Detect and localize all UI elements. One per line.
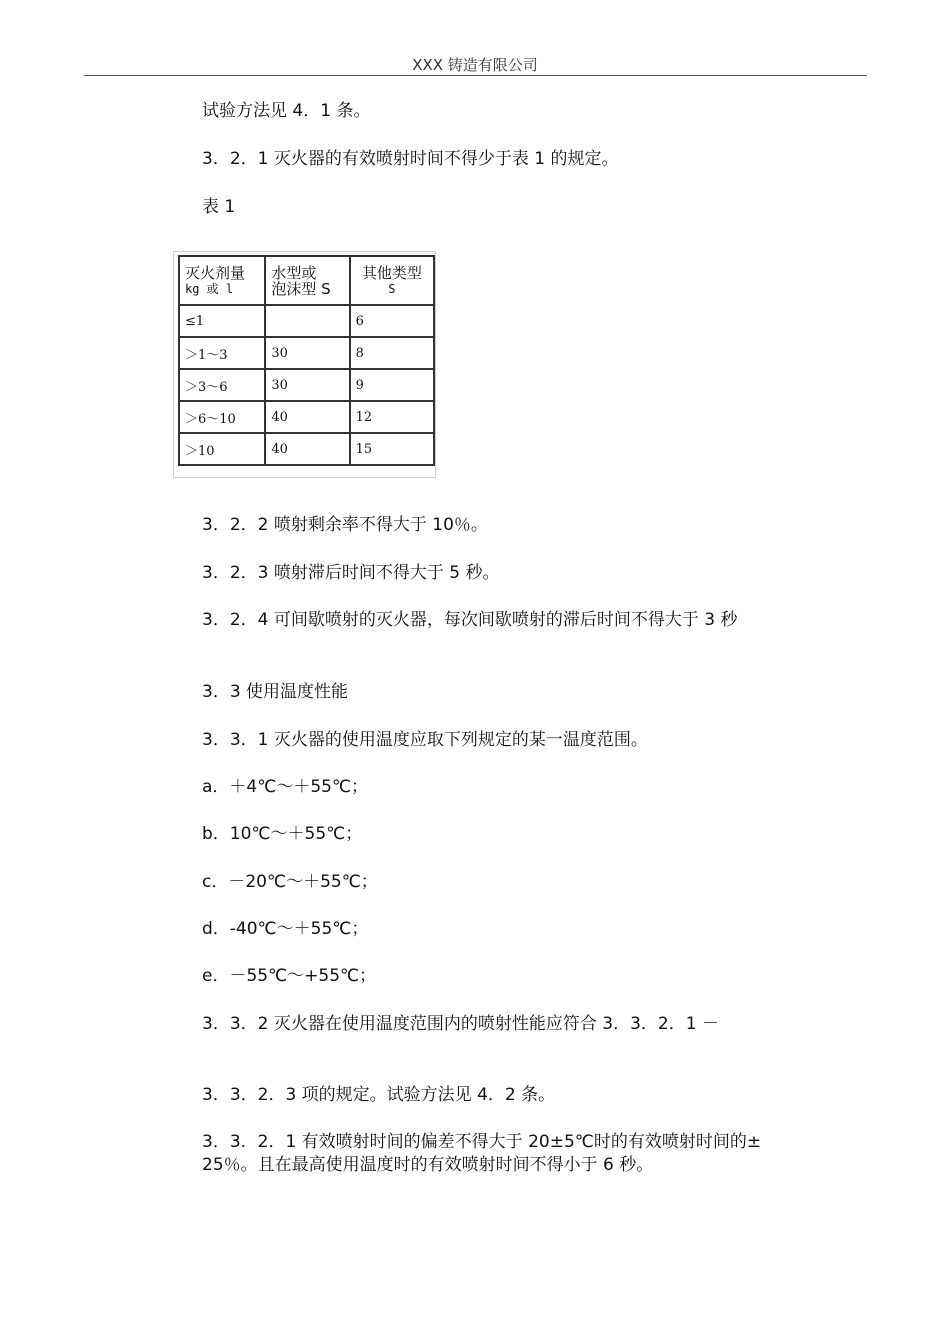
table-cell: ＞6～10 <box>179 401 265 433</box>
list-item-a: a．＋4℃～＋55℃； <box>202 777 369 797</box>
list-item-d: d．-40℃～＋55℃； <box>202 919 369 939</box>
table-cell: ＞3～6 <box>179 369 265 401</box>
paragraph-3-2-4: 3．2．4 可间歇喷射的灭火器，每次间歇喷射的滞后时间不得大于 3 秒 <box>202 610 738 630</box>
table-row <box>179 305 434 337</box>
paragraph-3-3-2-1: 3．3．2．1 有效喷射时间的偏差不得大于 20±5℃时的有效喷射时间的± 25％。且在最高使用温度时的有效喷射时间不得小于 6 秒。 <box>202 1132 762 1175</box>
table-row <box>179 337 434 369</box>
table-cell <box>265 305 349 337</box>
paragraph-3-3-2: 3．3．2 灭火器在使用温度范围内的喷射性能应符合 3．3．2．1 － <box>202 1014 719 1034</box>
table-cell: 12 <box>350 401 434 433</box>
table-row <box>179 433 434 465</box>
table-cell: ＞1～3 <box>179 337 265 369</box>
section-heading-3-3: 3．3 使用温度性能 <box>202 682 349 702</box>
header-other-unit: S <box>388 281 396 296</box>
table-row <box>179 401 434 433</box>
list-item-b: b．10℃～＋55℃； <box>202 824 363 844</box>
table-image-frame <box>173 251 436 478</box>
list-item-e: e．－55℃～+55℃； <box>202 966 377 986</box>
page-header-title: XXX 铸造有限公司 <box>412 56 538 74</box>
table-header-row <box>179 256 434 305</box>
table-cell: 30 <box>265 337 349 369</box>
paragraph-3-2-1: 3．2．1 灭火器的有效喷射时间不得少于表 1 的规定。 <box>202 149 619 169</box>
header-agent-unit: kg 或 l <box>185 281 234 296</box>
table-row <box>179 369 434 401</box>
table-caption: 表 1 <box>202 197 236 217</box>
paragraph-3-2-2: 3．2．2 喷射剩余率不得大于 10％。 <box>202 515 488 535</box>
table-header-cell <box>265 256 349 305</box>
header-other-type: 其他类型 <box>361 263 422 282</box>
header-divider <box>84 75 867 76</box>
table-header-cell <box>350 256 434 305</box>
table-cell: 9 <box>350 369 434 401</box>
paragraph-3-3-2-continued: 3．3．2．3 项的规定。试验方法见 4．2 条。 <box>202 1085 556 1105</box>
table-cell: ＞10 <box>179 433 265 465</box>
header-foam-type: 泡沫型 S <box>271 279 331 298</box>
table-cell: ≤1 <box>179 305 265 337</box>
header-water-type: 水型或 <box>271 263 317 282</box>
table-cell: 15 <box>350 433 434 465</box>
table-cell: 30 <box>265 369 349 401</box>
table-cell: 40 <box>265 433 349 465</box>
table-header-cell <box>179 256 265 305</box>
table-cell: 40 <box>265 401 349 433</box>
list-item-c: c．－20℃～＋55℃； <box>202 872 378 892</box>
paragraph-test-method: 试验方法见 4．1 条。 <box>202 101 371 121</box>
paragraph-3-2-3: 3．2．3 喷射滞后时间不得大于 5 秒。 <box>202 563 500 583</box>
spray-time-table <box>178 255 435 466</box>
table-cell: 8 <box>350 337 434 369</box>
header-agent-amount: 灭火剂量 <box>185 263 246 282</box>
paragraph-3-3-1: 3．3．1 灭火器的使用温度应取下列规定的某一温度范围。 <box>202 730 648 750</box>
table-cell: 6 <box>350 305 434 337</box>
